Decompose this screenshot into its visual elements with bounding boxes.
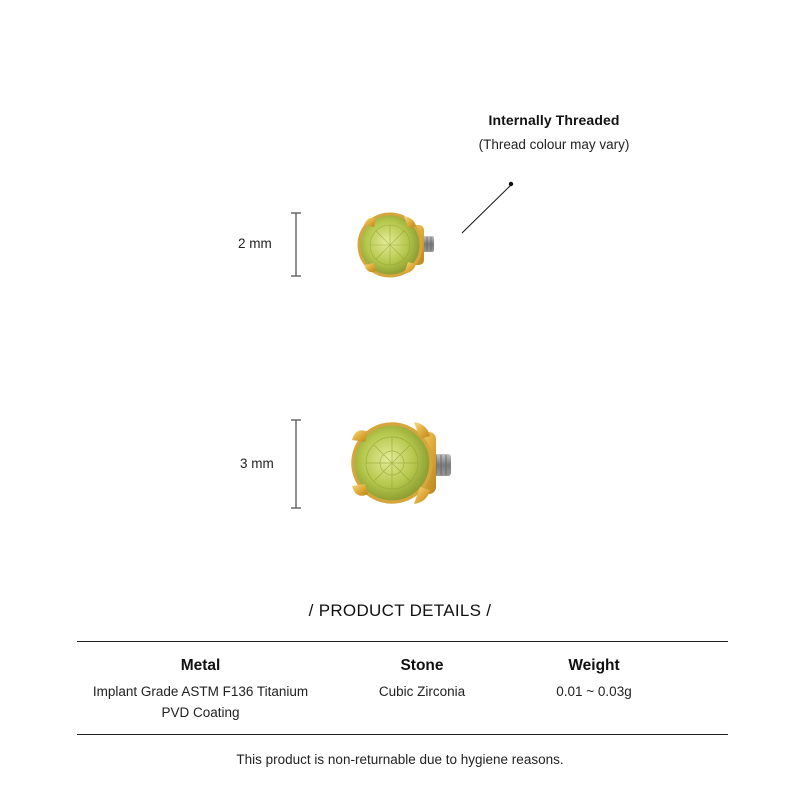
details-column-stone (322, 657, 522, 702)
dimension-bracket-2mm (291, 213, 301, 276)
dimension-bracket-3mm (291, 420, 301, 508)
details-column-metal (78, 657, 323, 723)
callout-subtitle: (Thread colour may vary) (478, 137, 630, 152)
return-policy-notice: This product is non-returnable due to hygiene reasons. (236, 752, 564, 767)
earring-2mm (359, 214, 434, 276)
column-heading: Stone (400, 657, 444, 674)
divider-bottom (77, 734, 728, 735)
divider-top (77, 641, 728, 642)
size-label-2mm: 2 mm (238, 236, 272, 251)
column-value: 0.01 ~ 0.03g (556, 684, 632, 699)
column-heading: Metal (180, 657, 221, 674)
column-value: Cubic Zirconia (378, 684, 466, 699)
product-details-heading: / PRODUCT DETAILS / (308, 601, 492, 620)
column-heading: Weight (568, 657, 620, 674)
size-label-3mm: 3 mm (240, 456, 274, 471)
details-column-weight (494, 657, 694, 702)
earring-3mm (352, 422, 451, 504)
callout-pointer (462, 182, 513, 233)
column-value: PVD Coating (161, 705, 240, 720)
callout-title: Internally Threaded (488, 112, 620, 128)
column-value: Implant Grade ASTM F136 Titanium (92, 684, 309, 699)
